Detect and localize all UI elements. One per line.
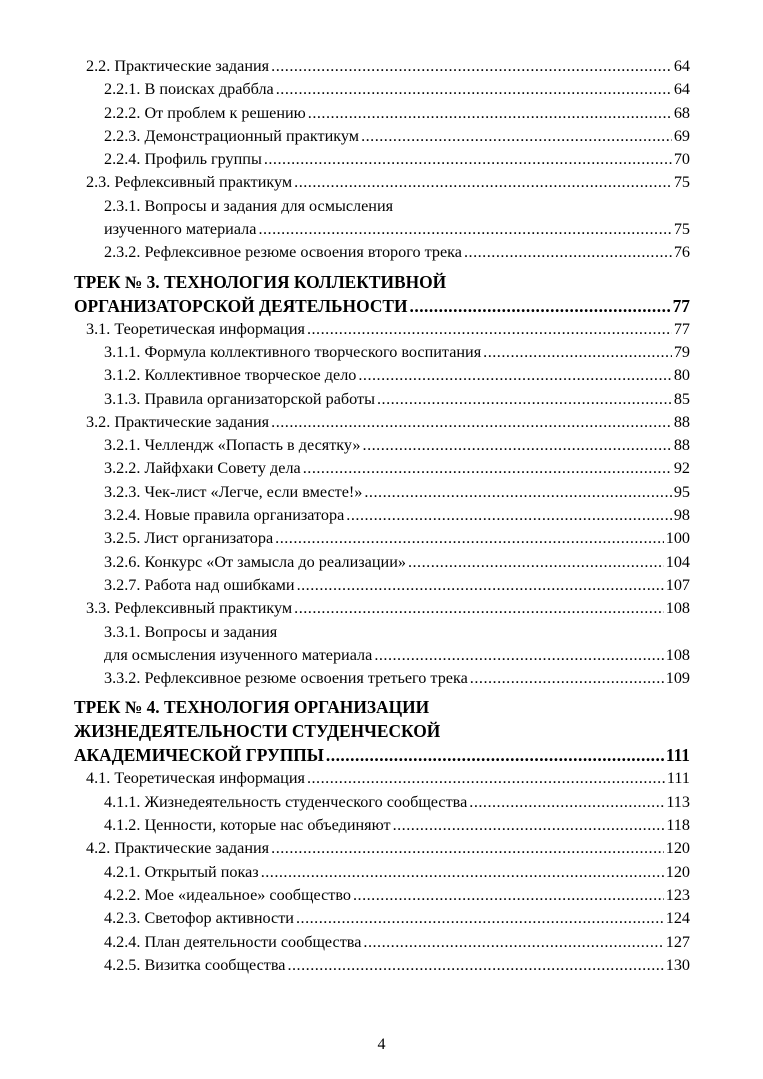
toc-entry-title-cont: изученного материала [104,220,257,239]
toc-entry-title: 4.2.1. Открытый показ [104,862,259,881]
toc-entry [74,667,690,690]
toc-entry-title: 3.3.1. Вопросы и задания [104,622,278,641]
leader-dots [408,551,664,574]
toc-entry-page: 123 [665,885,690,904]
toc-entry-title: 3.1.3. Правила организаторской работы [104,389,375,408]
toc-entry [74,102,690,125]
toc-entry-page: 75 [673,220,690,239]
toc-entry [74,55,690,78]
toc-entry-page: 130 [665,955,690,974]
toc-entry-page: 111 [666,769,690,788]
track3-heading-line2 [74,294,690,318]
toc-entry [74,931,690,954]
toc-entry [74,125,690,148]
track4-heading-line1 [74,695,690,719]
toc-entry-page: 70 [673,150,690,169]
leader-dots [364,481,671,504]
toc-entry [74,504,690,527]
toc-entry-page: 104 [665,552,690,571]
toc-entry [74,78,690,101]
toc-entry [74,171,690,194]
leader-dots [258,218,671,241]
track4-title-line1: ТРЕК № 4. ТЕХНОЛОГИЯ ОРГАНИЗАЦИИ [74,697,430,718]
leader-dots [271,55,672,78]
toc-entry-title: 2.2.1. В поисках драббла [104,80,274,99]
toc-entry [74,597,690,620]
toc-entry-page: 120 [665,839,690,858]
toc-section-track3 [74,318,690,691]
toc-entry-title: 4.1.2. Ценности, которые нас объединяют [104,816,391,835]
toc-entry-page: 80 [673,366,690,385]
toc-entry [74,527,690,550]
track3-heading-line1 [74,270,690,294]
toc-entry-title: 4.2.5. Визитка сообщества [104,955,286,974]
track3-heading [74,270,690,318]
leader-dots [393,814,665,837]
toc-entry-title: 3.2.7. Работа над ошибками [104,575,295,594]
track4-title-line2: ЖИЗНЕДЕЯТЕЛЬНОСТИ СТУДЕНЧЕСКОЙ [74,721,441,742]
leader-dots [308,102,672,125]
toc-entry [74,481,690,504]
toc-entry-title: 3.2. Практические задания [86,412,270,431]
leader-dots [275,527,664,550]
toc-entry-title: 2.3.1. Вопросы и задания для осмысления [104,196,394,215]
toc-entry-page: 88 [673,436,690,455]
track3-title-line1: ТРЕК № 3. ТЕХНОЛОГИЯ КОЛЛЕКТИВНОЙ [74,271,447,292]
toc-entry-page: 100 [665,529,690,548]
toc-entry-title: 2.2.3. Демонстрационный практикум [104,126,360,145]
toc-entry-title: 4.2. Практические задания [86,839,270,858]
toc-entry-title-cont: для осмысления изученного материала [104,645,373,664]
toc-entry-page: 98 [673,506,690,525]
toc-entry-title: 3.1.1. Формула коллективного творческого воспитания [104,342,482,361]
toc-entry-page: 69 [673,126,690,145]
leader-dots [363,931,663,954]
toc-section-track4 [74,767,690,977]
toc-entry [74,411,690,434]
toc-entry-title: 3.1.2. Коллективное творческое дело [104,366,357,385]
leader-dots [271,837,664,860]
leader-dots [303,457,672,480]
toc-entry-page: 108 [665,599,690,618]
toc-entry-title: 3.2.6. Конкурс «От замысла до реализации» [104,552,406,571]
leader-dots [353,884,664,907]
leader-dots [464,241,672,264]
toc-entry-title: 3.1. Теоретическая информация [86,319,305,338]
toc-entry-title: 3.2.2. Лайфхаки Совету дела [104,459,301,478]
toc-entry-page: 95 [673,482,690,501]
leader-dots [294,171,672,194]
toc-entry-page: 107 [665,575,690,594]
leader-dots [361,125,672,148]
toc-entry [74,364,690,387]
toc-entry-page: 92 [673,459,690,478]
track4-heading-line3 [74,743,690,767]
toc-entry-title: 3.2.5. Лист организатора [104,529,274,548]
toc-section-track2-tail [74,55,690,265]
toc-entry-page: 108 [665,645,690,664]
leader-dots [287,954,663,977]
toc-entry-page: 75 [673,173,690,192]
toc-entry-title: 3.2.3. Чек-лист «Легче, если вместе!» [104,482,363,501]
toc-entry [74,884,690,907]
toc-entry-continuation [74,218,690,241]
toc-entry-page: 76 [673,243,690,262]
leader-dots [469,791,664,814]
toc-entry [74,195,690,218]
toc-entry-page: 124 [665,909,690,928]
toc-entry-title: 3.3.2. Рефлексивное резюме освоения третьего трека [104,669,468,688]
toc-entry-title: 4.2.2. Мое «идеальное» сообщество [104,885,351,904]
toc-entry-title: 4.2.4. План деятельности сообщества [104,932,362,951]
toc-entry-page: 120 [665,862,690,881]
toc-entry-page: 109 [665,669,690,688]
table-of-contents [74,55,690,977]
toc-entry [74,954,690,977]
toc-entry-title: 3.2.4. Новые правила организатора [104,506,345,525]
toc-entry-page: 113 [666,792,690,811]
leader-dots [307,767,665,790]
toc-entry-title: 2.3.2. Рефлексивное резюме освоения второго трека [104,243,462,262]
leader-dots [374,644,663,667]
leader-dots [261,861,664,884]
toc-entry-page: 64 [673,80,690,99]
toc-entry-title: 4.2.3. Светофор активности [104,909,294,928]
toc-entry-title: 2.2.2. От проблем к решению [104,103,306,122]
toc-entry [74,434,690,457]
toc-entry [74,791,690,814]
leader-dots [307,318,672,341]
leader-dots [264,148,672,171]
toc-entry-page: 68 [673,103,690,122]
toc-entry [74,574,690,597]
toc-entry [74,837,690,860]
toc-entry-title: 3.2.1. Челлендж «Попасть в десятку» [104,436,361,455]
toc-entry-title: 2.3. Рефлексивный практикум [86,173,293,192]
toc-entry-title: 4.1. Теоретическая информация [86,769,305,788]
toc-entry-page: 64 [673,57,690,75]
leader-dots [346,504,672,527]
leader-dots [470,667,664,690]
toc-entry-title: 2.2. Практические задания [86,57,270,75]
toc-entry [74,341,690,364]
toc-entry [74,148,690,171]
leader-dots [276,78,672,101]
toc-entry-title: 2.2.4. Профиль группы [104,150,262,169]
leader-dots [363,434,672,457]
toc-entry [74,907,690,930]
leader-dots [297,574,664,597]
toc-entry [74,814,690,837]
track4-title-line3: АКАДЕМИЧЕСКОЙ ГРУППЫ [74,745,324,766]
toc-entry-page: 118 [666,816,690,835]
toc-entry [74,767,690,790]
leader-dots [326,743,664,767]
toc-entry-page: 77 [673,319,690,338]
toc-entry [74,388,690,411]
track3-page: 77 [672,295,690,316]
toc-entry [74,551,690,574]
leader-dots [483,341,672,364]
leader-dots [294,597,664,620]
toc-entry-title: 4.1.1. Жизнедеятельность студенческого сообщества [104,792,468,811]
toc-entry-continuation [74,644,690,667]
toc-entry [74,457,690,480]
toc-entry-title: 3.3. Рефлексивный практикум [86,599,293,618]
toc-entry-page: 127 [665,932,690,951]
toc-entry [74,318,690,341]
leader-dots [271,411,672,434]
leader-dots [377,388,672,411]
track4-page: 111 [665,745,690,766]
toc-entry-page: 85 [673,389,690,408]
leader-dots [296,907,664,930]
toc-entry [74,241,690,264]
leader-dots [410,294,671,318]
toc-entry-page: 88 [673,412,690,431]
track4-heading-line2 [74,719,690,743]
toc-entry-page: 79 [673,342,690,361]
toc-entry [74,621,690,644]
page-number: 4 [377,1036,386,1053]
leader-dots [358,364,671,387]
toc-entry [74,861,690,884]
track3-title-line2: ОРГАНИЗАТОРСКОЙ ДЕЯТЕЛЬНОСТИ [74,295,408,316]
track4-heading [74,695,690,767]
